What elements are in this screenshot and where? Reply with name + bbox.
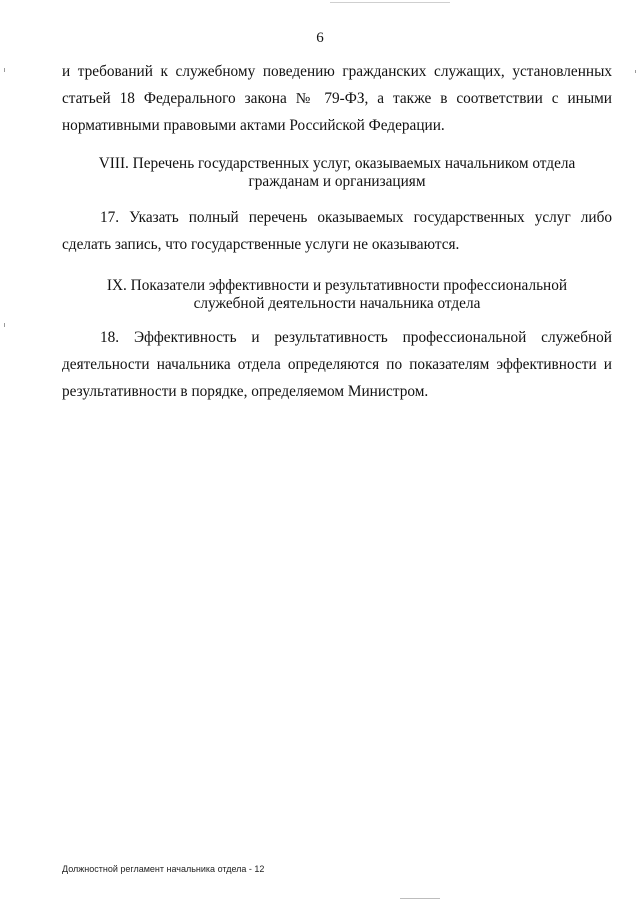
section-heading-9 [62, 277, 612, 313]
section-heading-8-line2: гражданам и организациям [248, 173, 426, 190]
page-number: 6 [316, 30, 324, 46]
section-heading-8 [62, 155, 612, 191]
section-heading-9-line2: служебной деятельности начальника отдела [193, 295, 481, 312]
paragraph-18: 18. Эффективность и результативность профессиональной служебной деятельности начальника отдела определяются по показателям эффективности и результативности в порядке, определяемом Министром. [62, 329, 612, 400]
scan-artifact-left-mark [4, 323, 5, 327]
paragraph-intro: и требований к служебному поведению гражданских служащих, установленных статьей 18 Федерального закона № 79-ФЗ, а также в соответствии с иными нормативными правовыми актами Российской Федерации. [62, 63, 612, 134]
section-heading-8-line1: VIII. Перечень государственных услуг, оказываемых начальником отдела [98, 155, 576, 172]
scan-artifact-bottom-line [400, 898, 440, 899]
page-footer: Должностной регламент начальника отдела - 12 [62, 864, 265, 874]
paragraph-17: 17. Указать полный перечень оказываемых государственных услуг либо сделать запись, что государственные услуги не оказываются. [62, 209, 612, 253]
scan-artifact-top-line [330, 2, 450, 3]
scan-artifact-right-mark [635, 70, 636, 73]
section-heading-9-line1: IX. Показатели эффективности и результативности профессиональной [106, 277, 568, 294]
scan-artifact-left-mark [4, 68, 5, 72]
